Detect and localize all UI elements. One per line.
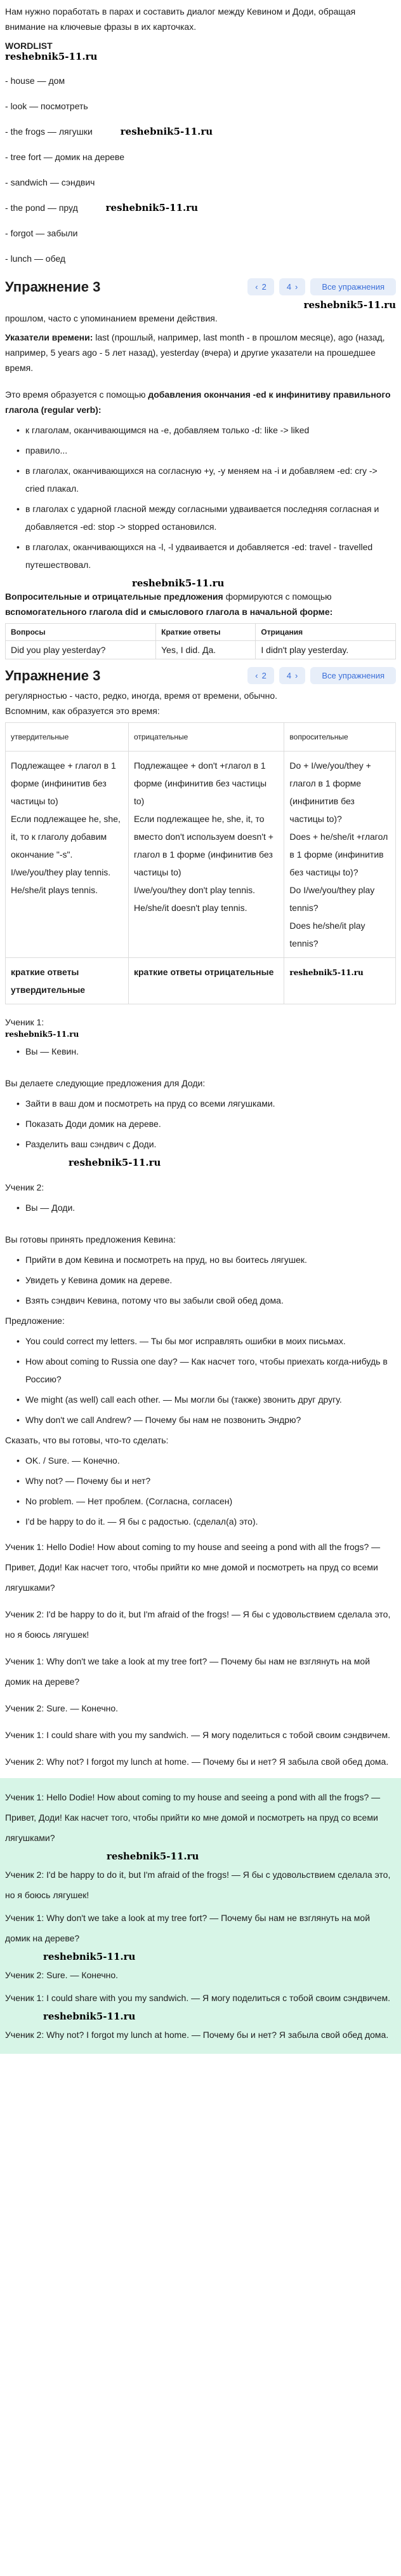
rules-list <box>16 421 396 574</box>
table-cell <box>284 958 396 1004</box>
list-item: • в глаголах, оканчивающихся на согласную +y, -y меняем на -i и добавляем -ed: cry -> cried плакал. <box>16 462 396 497</box>
table-header: Краткие ответы <box>156 624 256 641</box>
table-cell: Подлежащее + глагол в 1 форме (инфинитив без частицы to) Если подлежащее he, she, it, то к глаголу добавим окончание "-s". I/we/you/they play tennis. He/she/it plays tennis. <box>6 752 129 958</box>
list-item: • Вы — Кевин. <box>16 1042 396 1060</box>
list-item: • Показать Доди домик на дереве. <box>16 1115 396 1133</box>
section1-p2: Указатели времени: last (прошлый, например, last month - в прошлом месяце), ago (назад, например, 5 years ago - 5 лет назад), yesterday (вчера) и другие указатели на прошедшее время. <box>5 332 385 373</box>
table-header: Отрицания <box>256 624 396 641</box>
student1-label: Ученик 1: <box>5 1017 44 1027</box>
exercise-header <box>5 667 396 684</box>
table-header: утвердительные <box>6 723 129 752</box>
dialog-line: Ученик 2: Why not? I forgot my lunch at home. — Почему бы и нет? Я забыла свой обед дома. <box>5 1757 389 1767</box>
list-item: - tree fort — домик на дереве <box>5 150 396 164</box>
list-item: • Why don't we call Andrew? — Почему бы нам не позвонить Эндрю? <box>16 1411 396 1429</box>
list-item: - look — посмотреть <box>5 99 396 113</box>
list-item: • OK. / Sure. — Конечно. <box>16 1452 396 1469</box>
dialog-line: Ученик 1: I could share with you my sandwich. — Я могу поделиться с тобой своим сэндвичем. <box>5 1993 391 2003</box>
table-cell: Do + I/we/you/they + глагол в 1 форме (инфинитив без частицы to)? Does + he/she/it +глагол в 1 форме (инфинитив без частицы to)? Do I/we/you/they play tennis? Does he/she/it play tennis? <box>284 752 396 958</box>
list-item: - house — дом <box>5 74 396 88</box>
exercise-title: Упражнение 3 <box>5 667 101 684</box>
dialog-line: Ученик 2: Sure. — Конечно. <box>5 1970 119 1980</box>
table-header: отрицательные <box>128 723 284 752</box>
exercise-nav <box>247 667 396 684</box>
table-cell: Did you play yesterday? <box>6 641 156 659</box>
watermark: reshebnik5-11.ru <box>5 51 98 62</box>
dialog-line: Ученик 1: Hello Dodie! How about coming to my house and seeing a pond with all the frogs? — Привет, Доди! Как насчет того, чтобы прийти ко мне домой и посмотреть на пруд со всеми лягушками? <box>5 1792 381 1843</box>
list-item: - sandwich — сэндвич <box>5 175 396 189</box>
section1-p4: Вопросительные и отрицательные предложения формируются с помощью вспомогательного глагола did и смыслового глагола в начальной форме: <box>5 591 333 617</box>
table-row <box>6 958 396 1004</box>
watermark: reshebnik5-11.ru <box>132 577 225 589</box>
dialog-line: Ученик 1: Hello Dodie! How about coming to my house and seeing a pond with all the frogs? — Привет, Доди! Как насчет того, чтобы прийти ко мне домой и посмотреть на пруд со всеми лягушками? <box>5 1542 381 1593</box>
dialog-line: Ученик 2: I'd be happy to do it, but I'm afraid of the frogs! — Я бы с удовольствием сделала это, но я боюсь лягушек! <box>5 1870 391 1900</box>
prev-exercise-button[interactable]: ‹ 2 <box>247 667 274 684</box>
list-item: • Взять сэндвич Кевина, потому что вы забыли свой обед дома. <box>16 1291 396 1309</box>
accept-list <box>16 1251 396 1309</box>
chevron-left-icon: ‹ <box>255 282 258 292</box>
present-simple-table <box>5 722 396 1004</box>
list-item: • How about coming to Russia one day? — Как насчет того, чтобы приехать когда-нибудь в Россию? <box>16 1352 396 1388</box>
list-item: • No problem. — Нет проблем. (Согласна, согласен) <box>16 1492 396 1510</box>
section2-p2: Вспомним, как образуется это время: <box>5 706 160 716</box>
watermark: reshebnik5-11.ru <box>43 1951 136 1962</box>
chevron-right-icon: › <box>295 671 298 680</box>
did-table <box>5 623 396 659</box>
table-row <box>6 752 396 958</box>
watermark: reshebnik5-11.ru <box>43 2011 136 2022</box>
list-item: • Why not? — Почему бы и нет? <box>16 1472 396 1490</box>
watermark: reshebnik5-11.ru <box>107 1851 199 1862</box>
exercise-header <box>5 278 396 295</box>
exercise-title: Упражнение 3 <box>5 278 101 295</box>
dialog-line: Ученик 1: I could share with you my sandwich. — Я могу поделиться с тобой своим сэндвичем. <box>5 1730 391 1740</box>
ready-phrases-list <box>16 1452 396 1530</box>
all-exercises-button[interactable]: Все упражнения <box>310 667 396 684</box>
wordlist-title: WORDLIST <box>5 41 53 51</box>
table-cell: Yes, I did. Да. <box>156 641 256 659</box>
list-item: • в глаголах, оканчивающихся на -l, -l удваивается и добавляется -ed: travel - travelled путешествовал. <box>16 538 396 574</box>
list-item: • в глаголах с ударной гласной между согласными удваивается последняя согласная и добавляется -ed: stop -> stopped остановился. <box>16 500 396 536</box>
section2-p1: регулярностью - часто, редко, иногда, время от времени, обычно. <box>5 691 278 701</box>
dialog-line: Ученик 1: Why don't we take a look at my tree fort? — Почему бы нам не взглянуть на мой домик на дереве? <box>5 1656 371 1687</box>
list-item: • правило... <box>16 442 396 459</box>
s1-list <box>16 1042 396 1060</box>
list-item: - forgot — забыли <box>5 226 396 240</box>
intro-text: Нам нужно поработать в парах и составить диалог между Кевином и Доди, обращая внимание на ключевые фразы в их карточках. <box>5 6 356 32</box>
list-item: • We might (as well) call each other. — Мы могли бы (также) звонить друг другу. <box>16 1391 396 1408</box>
list-item: • I'd be happy to do it. — Я бы с радостью. (сделал(а) это). <box>16 1513 396 1530</box>
prev-exercise-button[interactable]: ‹ 2 <box>247 278 274 295</box>
list-item: • Увидеть у Кевина домик на дереве. <box>16 1271 396 1289</box>
all-exercises-button[interactable]: Все упражнения <box>310 278 396 295</box>
watermark: reshebnik5-11.ru <box>289 968 364 977</box>
student2-label: Ученик 2: <box>5 1182 44 1192</box>
dialog-line: Ученик 2: Why not? I forgot my lunch at home. — Почему бы и нет? Я забыла свой обед дома. <box>5 2030 389 2040</box>
table-cell: краткие ответы отрицательные <box>128 958 284 1004</box>
suggest-heading: Вы делаете следующие предложения для Доди: <box>5 1078 206 1088</box>
section1-p3: Это время образуется с помощью добавления окончания -ed к инфинитиву правильного глагола (regular verb): <box>5 389 391 415</box>
chevron-right-icon: › <box>295 282 298 292</box>
table-cell: краткие ответы утвердительные <box>6 958 129 1004</box>
list-item: • Зайти в ваш дом и посмотреть на пруд со всеми лягушками. <box>16 1095 396 1112</box>
watermark: reshebnik5-11.ru <box>303 299 396 311</box>
table-cell: I didn't play yesterday. <box>256 641 396 659</box>
dialog-line: Ученик 1: Why don't we take a look at my tree fort? — Почему бы нам не взглянуть на мой домик на дереве? <box>5 1913 371 1943</box>
offers-list <box>16 1332 396 1429</box>
s2-list <box>16 1199 396 1217</box>
table-header: Вопросы <box>6 624 156 641</box>
chevron-left-icon: ‹ <box>255 671 258 680</box>
ready-heading: Вы готовы принять предложения Кевина: <box>5 1234 176 1244</box>
list-item: • Прийти в дом Кевина и посмотреть на пруд, но вы боитесь лягушек. <box>16 1251 396 1269</box>
list-item: - lunch — обед <box>5 252 396 266</box>
watermark: reshebnik5-11.ru <box>105 202 199 213</box>
watermark: reshebnik5-11.ru <box>120 126 213 137</box>
list-item: • Разделить ваш сэндвич с Доди. <box>16 1135 396 1153</box>
table-row <box>6 641 396 659</box>
watermark: reshebnik5-11.ru <box>69 1157 161 1168</box>
say-heading: Сказать, что вы готовы, что-то сделать: <box>5 1435 169 1445</box>
dialog-line: Ученик 2: Sure. — Конечно. <box>5 1703 119 1713</box>
list-item: • к глаголам, оканчивающимся на -e, добавляем только -d: like -> liked <box>16 421 396 439</box>
list-item: - the pond — пруд reshebnik5-11.ru <box>5 201 396 215</box>
list-item: • Вы — Доди. <box>16 1199 396 1217</box>
wordlist <box>5 74 396 266</box>
section1-p1: прошлом, часто с упоминанием времени действия. <box>5 313 218 323</box>
exercise-nav <box>247 278 396 295</box>
table-header: вопросительные <box>284 723 396 752</box>
suggestions-list <box>16 1095 396 1153</box>
offer-heading: Предложение: <box>5 1316 65 1326</box>
table-cell: Подлежащее + don't +глагол в 1 форме (инфинитив без частицы to) Если подлежащее he, she, it, то вместо don't используем doesn't + глагол в 1 форме (инфинитив без частицы to) I/we/you/they don't play tennis. He/she/it doesn't play tennis. <box>128 752 284 958</box>
next-exercise-button[interactable]: 4 › <box>279 667 306 684</box>
watermark: reshebnik5-11.ru <box>5 1030 79 1039</box>
list-item: • You could correct my letters. — Ты бы мог исправлять ошибки в моих письмах. <box>16 1332 396 1350</box>
list-item: - the frogs — лягушки reshebnik5-11.ru <box>5 125 396 138</box>
dialog-line: Ученик 2: I'd be happy to do it, but I'm afraid of the frogs! — Я бы с удовольствием сделала это, но я боюсь лягушек! <box>5 1609 391 1640</box>
highlighted-dialog <box>0 1778 401 2054</box>
next-exercise-button[interactable]: 4 › <box>279 278 306 295</box>
